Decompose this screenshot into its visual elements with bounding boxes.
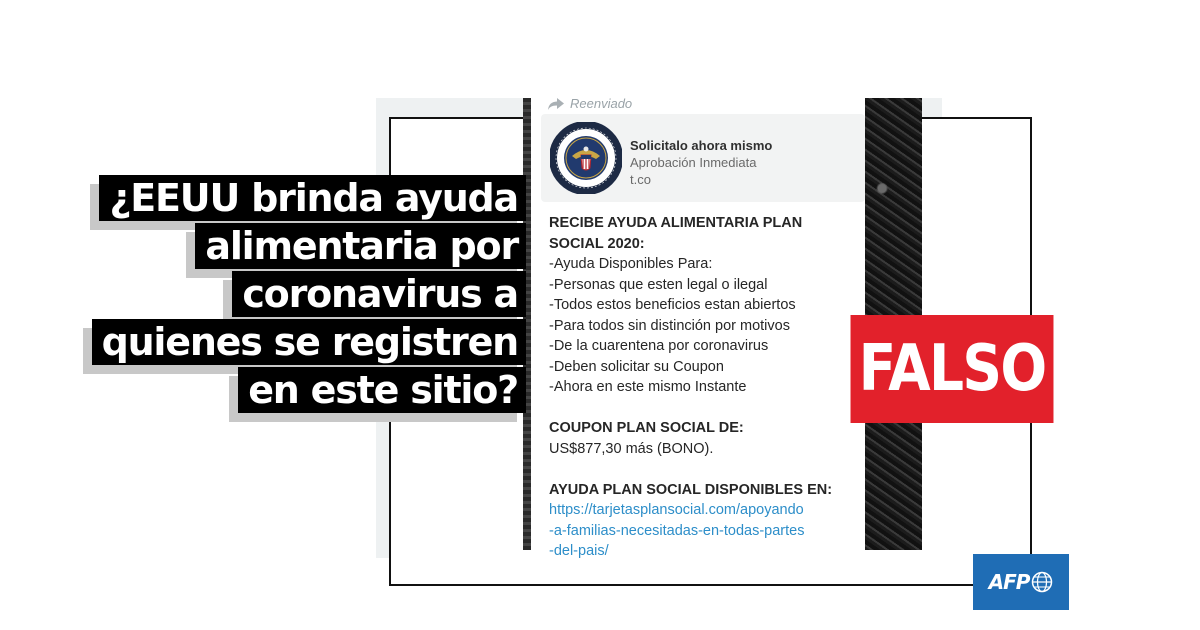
forward-arrow-icon [548, 98, 564, 110]
message-item: -Personas que esten legal o ilegal [549, 276, 768, 293]
coupon-heading: COUPON PLAN SOCIAL DE: [549, 420, 744, 436]
scam-link-line-3[interactable]: -del-pais/ [549, 543, 609, 559]
message-heading-line-1: RECIBE AYUDA ALIMENTARIA PLAN [549, 215, 803, 231]
afp-logo [973, 554, 1069, 610]
headline-question [92, 175, 526, 413]
link-preview-text [630, 137, 772, 188]
available-heading: AYUDA PLAN SOCIAL DISPONIBLES EN: [549, 481, 833, 498]
scam-link-line-1[interactable]: https://tarjetasplansocial.com/apoyando [549, 502, 804, 518]
link-preview-domain: t.co [630, 172, 651, 187]
message-item: -Ahora en este mismo Instante [549, 379, 747, 395]
message-item: -Ayuda Disponibles Para: [549, 256, 713, 272]
message-spacer [549, 398, 859, 419]
headline-line: ¿EEUU brinda ayuda [99, 175, 526, 221]
link-preview-title: Solicitalo ahora mismo [630, 138, 773, 153]
forwarded-indicator [548, 96, 632, 111]
message-item: -Deben solicitar su Coupon [549, 358, 724, 375]
afp-logo-text: AFP [988, 570, 1030, 594]
globe-icon [1031, 571, 1053, 593]
message-heading-line-2: SOCIAL 2020: [549, 235, 645, 252]
coupon-value: US$877,30 más (BONO). [549, 440, 714, 457]
headline-line: en este sitio? [238, 367, 526, 413]
message-body [549, 213, 859, 562]
message-item: -De la cuarentena por coronavirus [549, 338, 769, 354]
presidential-seal-icon [550, 122, 622, 194]
message-item: -Para todos sin distinción por motivos [549, 317, 790, 334]
message-item: -Todos estos beneficios estan abiertos [549, 297, 796, 313]
headline-line: alimentaria por [195, 223, 526, 269]
scam-link-line-2[interactable]: -a-familias-necesitadas-en-todas-partes [549, 522, 805, 539]
headline-line: quienes se registren [92, 319, 526, 365]
message-spacer [549, 459, 859, 480]
headline-line: coronavirus a [232, 271, 526, 317]
link-preview-subtitle: Aprobación Inmediata [630, 155, 757, 170]
forwarded-label: Reenviado [570, 96, 633, 111]
verdict-badge: FALSO [851, 315, 1054, 423]
